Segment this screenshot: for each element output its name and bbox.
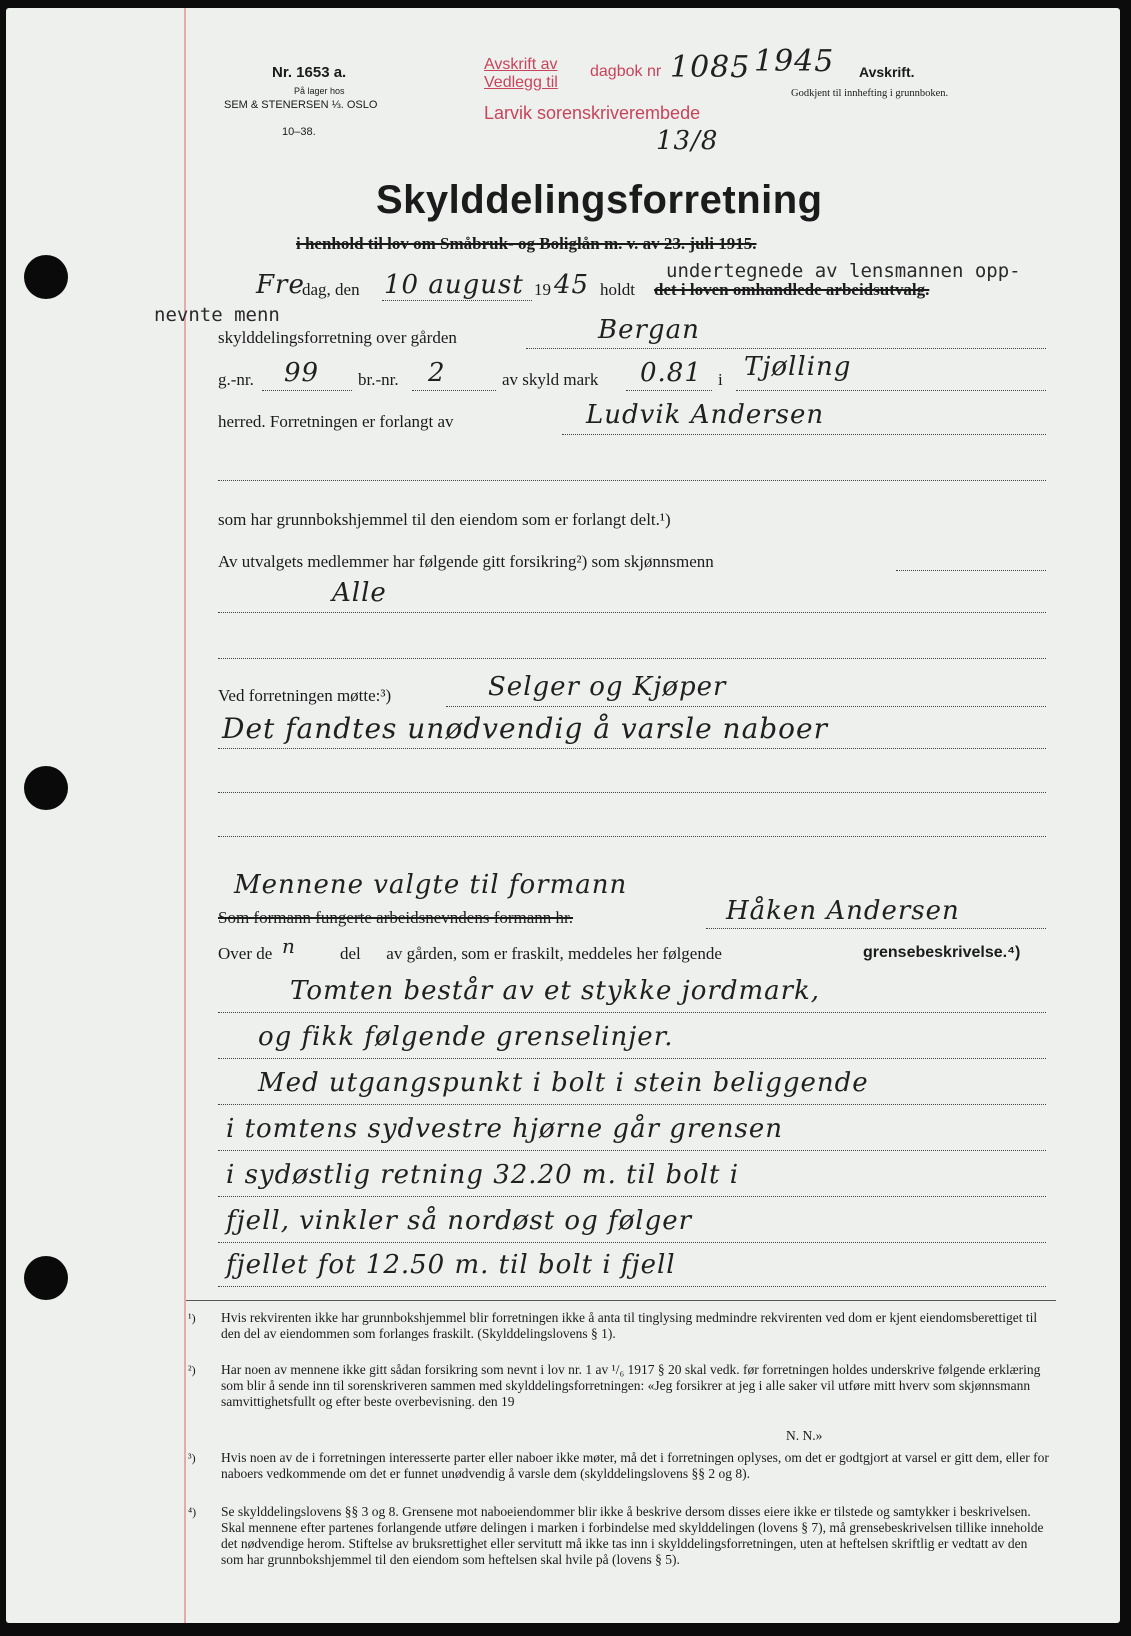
desc-rule-4: [218, 1150, 1046, 1151]
description-line-1: Tomten består av et stykke jordmark,: [290, 976, 821, 1006]
stamp-fraction: 13/8: [656, 126, 719, 156]
blank-line-4: [218, 836, 1046, 837]
footnote-4: [188, 1504, 1051, 1568]
desc-rule-2: [218, 1058, 1046, 1059]
gnr-label: g.-nr.: [218, 370, 254, 389]
skyld-hand: 0.81: [640, 358, 702, 388]
motte-label: Ved forretningen møtte:³): [218, 686, 392, 705]
desc-rule-6: [218, 1242, 1046, 1243]
requester-line: [562, 434, 1046, 435]
stamp-avskrift: Avskrift av: [484, 56, 558, 73]
over-de-label: Over de: [218, 944, 273, 963]
document-subtitle: i henhold til lov om Småbruk- og Boliglån m. v. av 23. juli 1915.: [296, 234, 757, 253]
motte-hand: Selger og Kjøper: [488, 672, 727, 702]
hjemmel-text: som har grunnbokshjemmel til den eiendom som er forlangt delt.¹): [218, 510, 671, 529]
i-label: i: [718, 370, 723, 389]
blank-line-1: [218, 480, 1046, 481]
description-line-4: i tomtens sydvestre hjørne går grensen: [226, 1114, 783, 1144]
municipality-hand: Tjølling: [744, 352, 852, 382]
herred-label: herred. Forretningen er forlangt av: [218, 412, 454, 431]
dag-den-label: dag, den: [302, 280, 360, 299]
desc-rule-5: [218, 1196, 1046, 1197]
stamp-office: Larvik sorenskriverembede: [484, 103, 701, 123]
year-prefix: 19: [534, 280, 551, 299]
avskrift-label: Avskrift.: [859, 64, 915, 80]
del-text: del av gården, som er fraskilt, meddeles her følgende: [340, 944, 722, 963]
footnote-3-text: Hvis noen av de i forretningen interesserte parter eller naboer ikke møter, må det i forretningen oplyses, om det er godtgjort at varsel er gitt dem, eller for naboers vedkommende om det er funnet unødvendig å varsle dem (skylddelingslovens §§ 2 og 8).: [221, 1450, 1049, 1481]
footnote-4-text: Se skylddelingslovens §§ 3 og 8. Grensene mot naboeiendommer blir ikke å beskrive dersom disses eiere ikke er tilstede og samtykker i beskrivelsen. Skal mennene efter partenes forlangende utføre delingen i marken i forbindelse med skylddelingen (lovens § 7), må grensebeskrivelsen tillike inneholde det nødvendige herom. Stiftelse av bruksrettighet eller servitutt må ikke tas inn i skylddelingsforretningen, uten at heftelsen skriftlig er vedtatt av den som har grunnbokshjemmel til den eiendom som heftelsen skal hvile på (lovens § 5).: [221, 1504, 1044, 1567]
farm-line: [526, 348, 1046, 349]
skyld-label: av skyld mark: [502, 370, 599, 389]
typed-insert-line2: nevnte menn: [154, 304, 280, 326]
footnote-1-text: Hvis rekvirenten ikke har grunnbokshjemmel blir forretningen ikke å anta til tinglysing medmindre rekvirenten ved dom er kjent eiendomsberettiget til den del av eiendommen som forlanges fraskilt. (Skylddelingslovens § 1).: [221, 1310, 1038, 1341]
grense-label: grensebeskrivelse.⁴): [863, 944, 1021, 961]
description-line-3: Med utgangspunkt i bolt i stein beliggende: [258, 1068, 869, 1098]
punch-hole-bottom: [24, 1256, 68, 1300]
form-number: Nr. 1653 a.: [272, 64, 347, 81]
footnote-2-text: Har noen av mennene ikke gitt sådan forsikring som nevnt i lov nr. 1 av ¹/₆ 1917 § 20 skal vedk. før forretningen holdes underskrive følgende erklæring som blir å sende inn til sorenskriveren sammen med skylddelingsforretningen: «Jeg forsikrer at jeg i alle saker vil utføre mitt hverv som skjønnsmann samvittighetsfullt og efter beste overbevisning. den 19: [221, 1362, 1041, 1409]
footnote-2: [188, 1362, 1051, 1410]
date-hand: 10 august: [384, 270, 524, 300]
formann-hand: Mennene valgte til formann: [234, 870, 628, 900]
members-hand: Alle: [332, 578, 387, 608]
struck-committee: det i loven omhandlede arbeidsutvalg.: [654, 280, 930, 299]
description-line-5: i sydøstlig retning 32.20 m. til bolt i: [226, 1160, 740, 1190]
footnote-1: [188, 1310, 1051, 1342]
skyld-line: [626, 390, 712, 391]
description-line-6: fjell, vinkler så nordøst og følger: [226, 1206, 693, 1236]
members-line: [218, 612, 1046, 613]
footnote-separator: [186, 1300, 1056, 1301]
typed-insert-line1: undertegnede av lensmannen opp-: [666, 260, 1021, 282]
gnr-hand: 99: [284, 358, 320, 388]
bnr-hand: 2: [428, 358, 446, 388]
stamp-dagbok-label: dagbok nr: [590, 63, 662, 80]
publisher-prefix: På lager hos: [294, 86, 345, 96]
motte-line: [446, 706, 1046, 707]
weekday-hand: Fre: [256, 270, 305, 300]
punch-hole-middle: [24, 766, 68, 810]
footnote-1-num: ¹): [188, 1311, 196, 1325]
footnote-3-num: ³): [188, 1451, 196, 1465]
godkjent-label: Godkjent til innhefting i grunnboken.: [791, 88, 949, 99]
formann-name-hand: Håken Andersen: [726, 896, 960, 926]
formann-struck: Som formann fungerte arbeidsnevndens formann hr.: [218, 908, 574, 927]
footnote-4-num: ⁴): [188, 1505, 197, 1519]
footnote-3: [188, 1450, 1051, 1482]
requester-hand: Ludvik Andersen: [586, 400, 825, 430]
year-hand: 45: [554, 270, 590, 300]
farm-name-hand: Bergan: [598, 315, 700, 345]
footnote-2-signature: [786, 1428, 886, 1444]
description-line-2: og fikk følgende grenselinjer.: [258, 1022, 674, 1052]
municipality-line: [736, 390, 1046, 391]
holdt-label: holdt: [600, 280, 635, 299]
document-page: [6, 8, 1120, 1623]
forsikring-text: Av utvalgets medlemmer har følgende gitt forsikring²) som skjønnsmenn: [218, 552, 714, 571]
margin-rule: [184, 8, 186, 1623]
formann-line: [706, 928, 1046, 929]
desc-rule-3: [218, 1104, 1046, 1105]
bnr-label: br.-nr.: [358, 370, 399, 389]
dagbok-year: 1945: [754, 44, 835, 79]
blank-line-3: [218, 792, 1046, 793]
punch-hole-top: [24, 255, 68, 299]
document-title: Skylddelingsforretning: [376, 178, 823, 222]
stamp-vedlegg: Vedlegg til: [484, 74, 558, 91]
print-date: 10–38.: [282, 126, 316, 138]
forsikring-line: [896, 570, 1046, 571]
bnr-line: [412, 390, 496, 391]
naboer-line: [218, 748, 1046, 749]
footnote-2-num: ²): [188, 1363, 196, 1377]
gnr-line: [262, 390, 352, 391]
over-de-hand: n: [282, 934, 296, 958]
date-line: [382, 300, 532, 301]
dagbok-number: 1085: [670, 50, 751, 85]
blank-line-2: [218, 658, 1046, 659]
publisher-name: SEM & STENERSEN ⅓. OSLO: [224, 99, 378, 111]
footnote-2-nn: N. N.»: [786, 1428, 823, 1443]
description-line-7: fjellet fot 12.50 m. til bolt i fjell: [226, 1250, 676, 1280]
desc-rule-1: [218, 1012, 1046, 1013]
desc-rule-7: [218, 1286, 1046, 1287]
over-garden-label: skylddelingsforretning over gården: [218, 328, 457, 347]
naboer-hand: Det fandtes unødvendig å varsle naboer: [222, 712, 828, 745]
